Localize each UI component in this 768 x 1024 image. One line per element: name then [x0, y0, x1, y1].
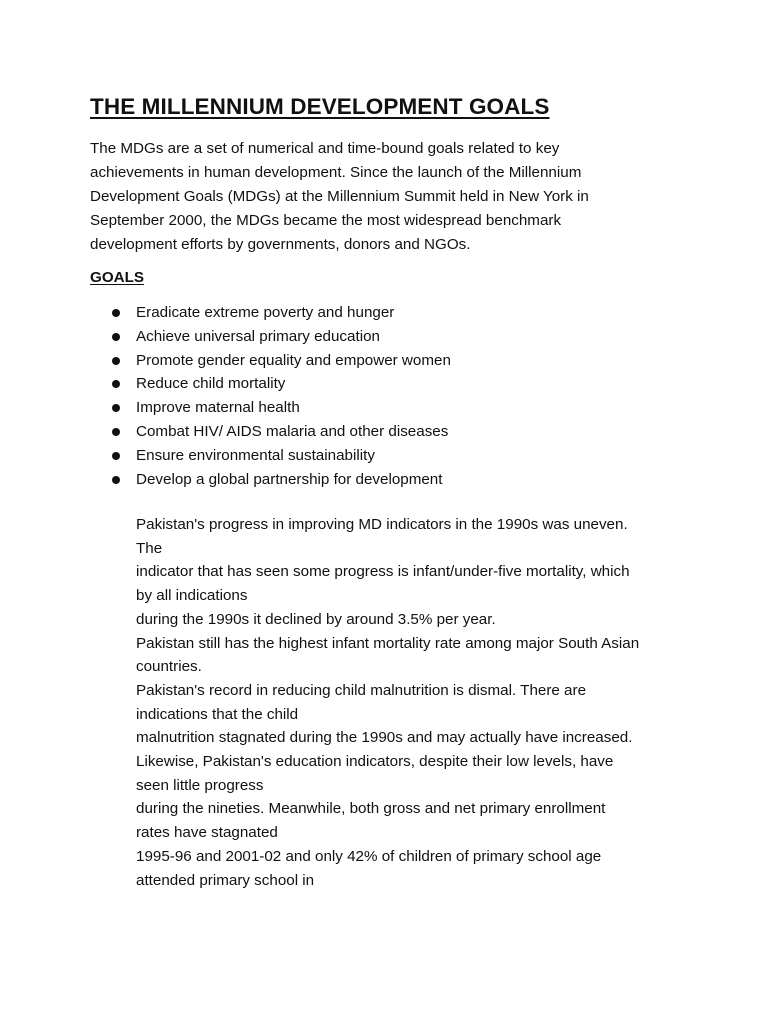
goals-list — [0, 301, 768, 491]
intro-line: September 2000, the MDGs became the most widespread benchmark — [90, 212, 562, 229]
progress-line: seen little progress — [136, 776, 264, 794]
bullet-icon — [112, 452, 120, 460]
progress-line: rates have stagnated — [136, 824, 278, 842]
goal-item — [0, 468, 768, 492]
bullet-icon — [112, 357, 120, 365]
goal-text: Develop a global partnership for development — [136, 470, 443, 488]
goal-item — [0, 444, 768, 468]
goal-item — [0, 325, 768, 349]
progress-line: Pakistan's record in reducing child malnutrition is dismal. There are — [136, 681, 587, 699]
progress-line: during the 1990s it declined by around 3.5% per year. — [136, 610, 496, 628]
goal-text: Reduce child mortality — [136, 375, 286, 393]
goal-item — [0, 372, 768, 396]
goal-item — [0, 349, 768, 373]
progress-line: countries. — [136, 658, 202, 676]
progress-line: 1995-96 and 2001-02 and only 42% of children of primary school age — [136, 847, 602, 865]
progress-line: during the nineties. Meanwhile, both gross and net primary enrollment — [136, 800, 606, 818]
page-title: THE MILLENNIUM DEVELOPMENT GOALS — [90, 94, 550, 119]
goal-text: Eradicate extreme poverty and hunger — [136, 304, 395, 321]
progress-line: indications that the child — [136, 705, 299, 723]
goal-item — [0, 420, 768, 444]
progress-line: by all indications — [136, 587, 248, 605]
goals-heading: GOALS — [90, 269, 145, 286]
intro-line: Development Goals (MDGs) at the Millennium Summit held in New York in — [90, 188, 589, 205]
bullet-icon — [112, 333, 120, 341]
progress-line: Pakistan's progress in improving MD indicators in the 1990s was uneven. — [136, 516, 628, 533]
progress-line: Likewise, Pakistan's education indicators, despite their low levels, have — [136, 753, 614, 771]
progress-line: malnutrition stagnated during the 1990s and may actually have increased. — [136, 729, 633, 747]
bullet-icon — [112, 428, 120, 436]
progress-line: Pakistan still has the highest infant mortality rate among major South Asian — [136, 634, 640, 652]
bullet-icon — [112, 404, 120, 412]
goal-text: Achieve universal primary education — [136, 327, 380, 345]
goal-text: Improve maternal health — [136, 399, 300, 417]
bullet-icon — [112, 380, 120, 388]
goal-text: Promote gender equality and empower women — [136, 351, 451, 369]
goal-item — [0, 396, 768, 420]
goal-text: Combat HIV/ AIDS malaria and other diseases — [136, 422, 449, 440]
intro-line: development efforts by governments, donors and NGOs. — [90, 236, 471, 253]
bullet-icon — [112, 476, 120, 484]
goal-item — [0, 301, 768, 325]
bullet-icon — [112, 309, 120, 317]
intro-line: The MDGs are a set of numerical and time-bound goals related to key — [90, 140, 560, 157]
goal-text: Ensure environmental sustainability — [136, 446, 375, 464]
intro-line: achievements in human development. Since the launch of the Millennium — [90, 164, 582, 181]
progress-line: The — [136, 539, 163, 557]
progress-paragraph — [136, 513, 716, 892]
intro-paragraph — [90, 137, 650, 257]
progress-line: indicator that has seen some progress is infant/under-five mortality, which — [136, 563, 630, 581]
progress-line: attended primary school in — [136, 871, 315, 889]
